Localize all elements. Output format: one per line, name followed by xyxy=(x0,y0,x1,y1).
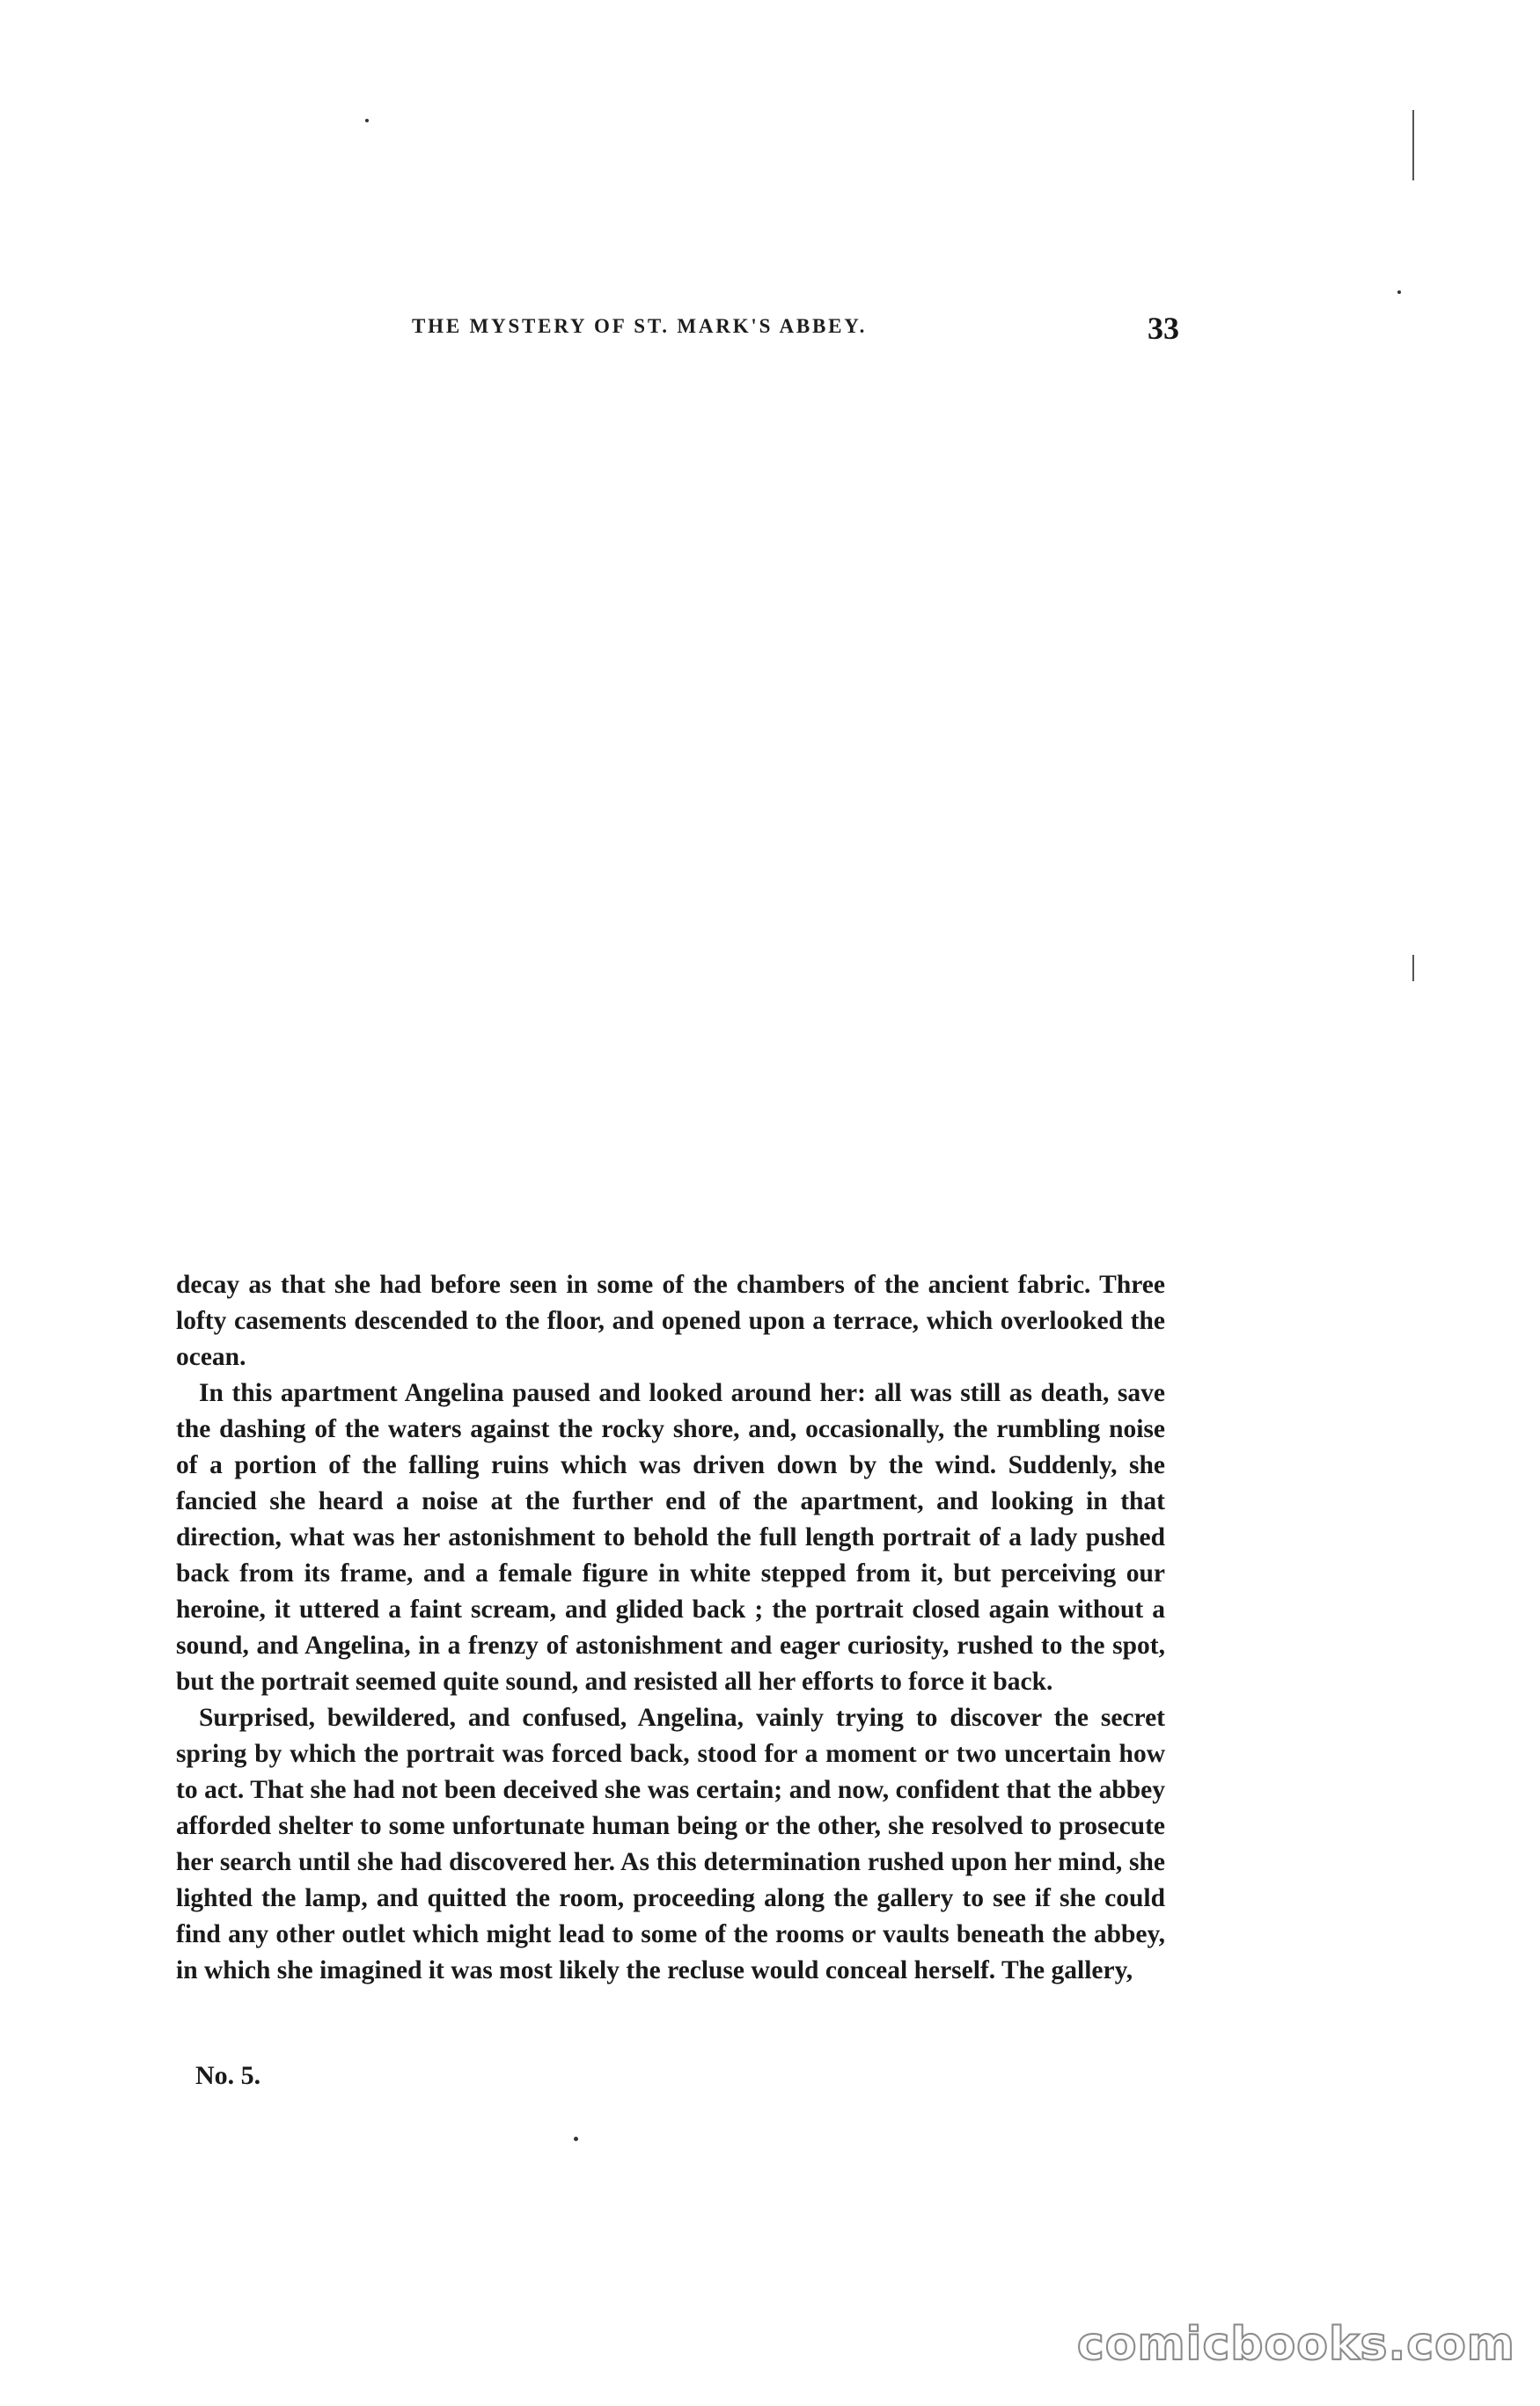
body-text xyxy=(176,1267,1165,1989)
paragraph-3: Surprised, bewildered, and confused, Angelina, vainly trying to discover the secret spring by which the portrait was forced back, stood for a moment or two uncertain how to act. That she had not been deceived she was certain; and now, confident that the abbey afforded shelter to some unfortunate human being or the other, she resolved to prosecute her search until she had discovered her. As this determination rushed upon her mind, she lighted the lamp, and quitted the room, proceeding along the gallery to see if she could find any other outlet which might lead to some of the rooms or vaults beneath the abbey, in which she imagined it was most likely the recluse would conceal herself. The gallery, xyxy=(176,1704,1165,1984)
running-head xyxy=(412,310,1186,354)
scan-speck xyxy=(1397,290,1401,294)
running-title: THE MYSTERY OF ST. MARK'S ABBEY. xyxy=(412,315,868,337)
scan-speck xyxy=(574,2137,578,2141)
signature-mark: No. 5. xyxy=(195,2061,261,2090)
scan-speck xyxy=(365,119,369,122)
paragraph-1: decay as that she had before seen in some of the chambers of the ancient fabric. Three lofty casements descended to the floor, and opened upon a terrace, which overlooked the ocean. xyxy=(176,1271,1165,1371)
scan-artifact-line xyxy=(1412,110,1414,180)
paragraph-2: In this apartment Angelina paused and looked around her: all was still as death, save the dashing of the waters against the rocky shore, and, occasionally, the rumbling noise of a portion of the falling ruins which was driven down by the wind. Suddenly, she fancied she heard a noise at the further end of the apartment, and looking in that direction, what was her astonishment to behold the full length portrait of a lady pushed back from its frame, and a female figure in white stepped from it, but perceiving our heroine, it uttered a faint scream, and glided back ; the portrait closed again without a sound, and Angelina, in a frenzy of astonishment and eager curiosity, rushed to the spot, but the portrait seemed quite sound, and resisted all her efforts to force it back. xyxy=(176,1379,1165,1696)
scan-artifact-line xyxy=(1412,955,1414,981)
page-number: 33 xyxy=(1148,311,1179,346)
watermark-logo: comicbooks.com xyxy=(1076,2318,1515,2371)
